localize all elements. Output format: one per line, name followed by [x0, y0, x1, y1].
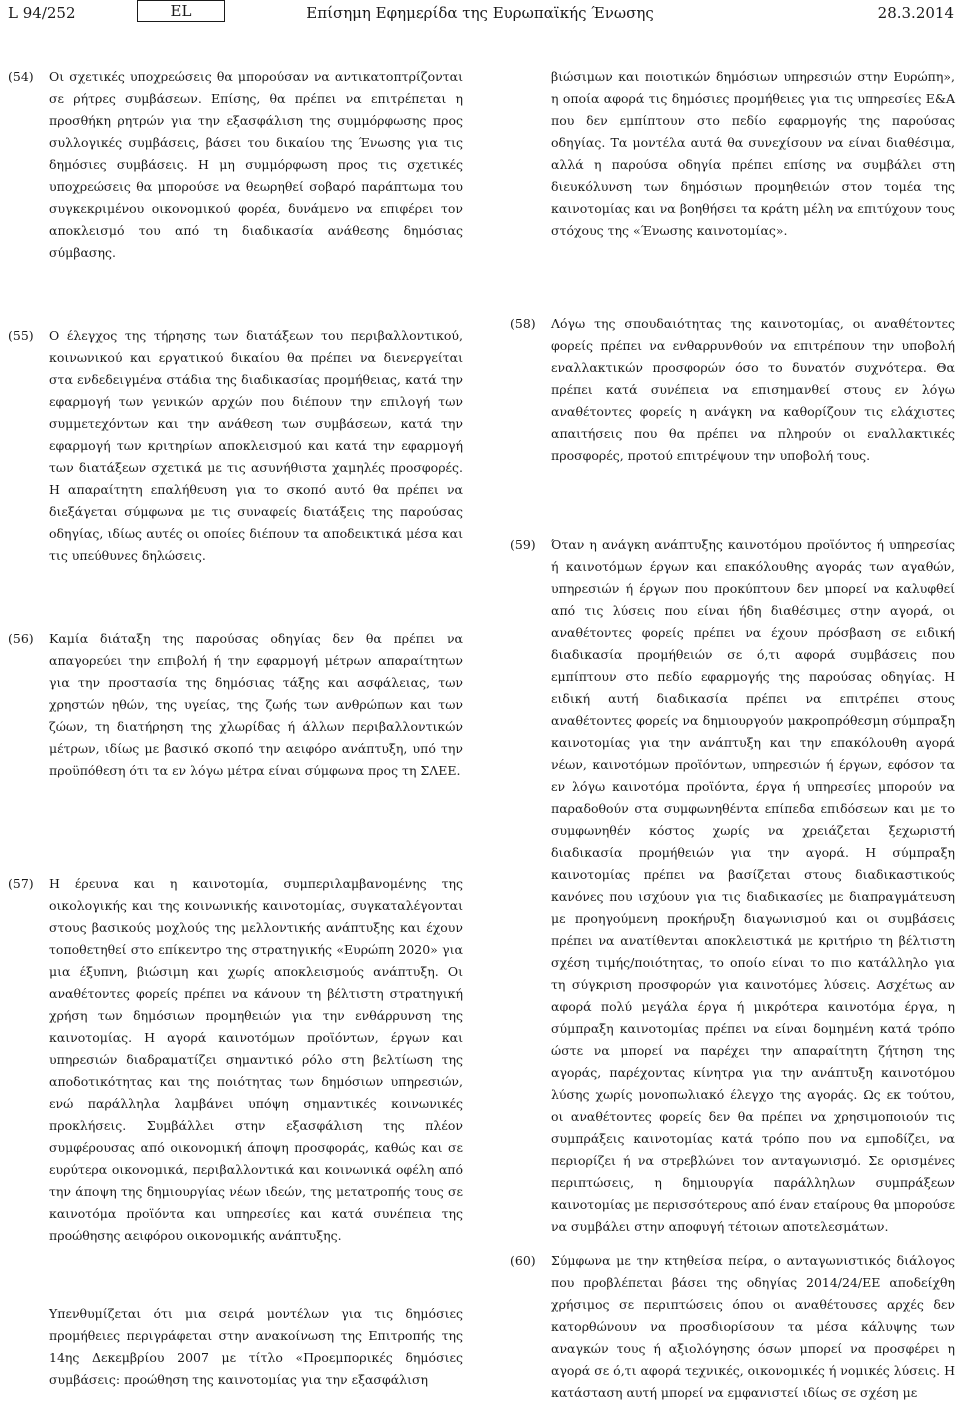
recital-number: (55) [8, 328, 34, 343]
language-box: EL [137, 0, 225, 22]
recital-text: Καμία διάταξη της παρούσας οδηγίας δεν θα πρέπει να απαγορεύει την επιβολή ή την εφαρμογή μέτρων απαραίτητων για την προστασία της δημόσιας τάξης και ασφάλειας, των χρηστών ηθών, της υγείας, της ζωής των ανθρώπων και των ζώων, τη διατήρηση της χλωρίδας ή άλλων περιβαλλοντικών μέτρων, ιδίως με βασικό σκοπό την αειφόρο ανάπτυξη, υπό την προϋπόθεση ότι τα εν λόγω μέτρα είναι σύμφωνα προς τη ΣΛΕΕ. [49, 631, 463, 778]
recital-number: (54) [8, 69, 34, 84]
recital-number: (57) [8, 876, 34, 891]
recital-57-continuation: Υπενθυμίζεται ότι μια σειρά μοντέλων για τις δημόσιες προμήθειες περιγράφεται στην ανακοίνωση της Επιτροπής της 14ης Δεκεμβρίου 2007 με τίτλο «Προεμπορικές δημόσιες συμβάσεις: προώθηση της καινοτομίας για την εξασφάλιση [49, 1306, 463, 1387]
recital-text: Η έρευνα και η καινοτομία, συμπεριλαμβανομένης της οικολογικής και της κοινωνικής καινοτομίας, συγκαταλέγονται στους βασικούς μοχλούς της μελλοντικής ανάπτυξης και έχουν τοποθετηθεί στο επίκεντρο της στρατηγικής «Ευρώπη 2020» για μια έξυπνη, βιώσιμη και χωρίς αποκλεισμούς ανάπτυξη. Οι αναθέτοντες φορείς πρέπει να κάνουν τη βέλτιστη στρατηγική χρήση των δημόσιων προμηθειών για την ενθάρρυνση της καινοτομίας. Η αγορά καινοτόμων προϊόντων, έργων και υπηρεσιών διαδραματίζει σημαντικό ρόλο στη βελτίωση της αποδοτικότητας και της ποιότητας των δημόσιων υπηρεσιών, ενώ παράλληλα λαμβάνει υπόψη σημαντικές κοινωνικές προκλήσεις. Συμβάλλει στην εξασφάλιση της πλέον συμφέρουσας από οικονομική άποψη προσφοράς, καθώς και σε ευρύτερα οικονομικά, περιβαλλοντικά και κοινωνικά οφέλη από την άποψη της δημιουργίας νέων ιδεών, της μετατροπής τους σε καινοτόμα προϊόντα και υπηρεσίες και κατά συνέπεια της προώθησης αειφόρου οικονομικής ανάπτυξης. [49, 876, 463, 1243]
recital-number: (60) [510, 1253, 536, 1268]
recital-text: Σύμφωνα με την κτηθείσα πείρα, ο ανταγωνιστικός διάλογος που προβλέπεται βάσει της οδηγίας 2014/24/ΕΕ αποδείχθη χρήσιμος σε περιπτώσεις όπου οι αναθέτουσες αρχές δεν κατορθώνουν να προσδιορίσουν τα μέσα κάλυψης των αναγκών τους ή αξιολόγησης όσων μπορεί να προσφέρει η αγορά σε ό,τι αφορά τεχνικές, οικονομικές ή νομικές λύσεις. Η κατάσταση αυτή μπορεί να εμφανιστεί ιδίως σε σχέση με [551, 1253, 955, 1400]
page-header [0, 0, 960, 30]
recital-number: (58) [510, 316, 536, 331]
journal-title: Επίσημη Εφημερίδα της Ευρωπαϊκής Ένωσης [306, 4, 654, 22]
page-number: L 94/252 [8, 4, 76, 22]
recital-number: (59) [510, 537, 536, 552]
recital-text: Οι σχετικές υποχρεώσεις θα μπορούσαν να αντικατοπτρίζονται σε ρήτρες συμβάσεων. Επίσης, θα πρέπει να επιτρέπεται η προσθήκη ρητρών για την εξασφάλιση της συμμόρφωσης προς συλλογικές συμβάσεις, βάσει του δικαίου της Ένωσης για τις δημόσιες συμβάσεις. Η μη συμμόρφωση προς τις σχετικές υποχρεώσεις θα μπορούσε να θεωρηθεί σοβαρό παράπτωμα του συγκεκριμένου οικονομικού φορέα, δυνάμενο να επιφέρει τον αποκλεισμό του από τη διαδικασία ανάθεσης δημόσιας σύμβασης. [49, 69, 463, 260]
recital-text: Λόγω της σπουδαιότητας της καινοτομίας, οι αναθέτοντες φορείς πρέπει να ενθαρρυνθούν να επιτρέπουν την υποβολή εναλλακτικών προσφορών όσο το δυνατόν συχνότερα. Θα πρέπει κατά συνέπεια να επισημανθεί στους εν λόγω αναθέτοντες φορείς η ανάγκη να καθορίζουν τις ελάχιστες απαιτήσεις που θα πρέπει να πληρούν οι εναλλακτικές προσφορές, προτού επιτρέψουν την υποβολή τους. [551, 316, 955, 463]
recital-54-continuation: βιώσιμων και ποιοτικών δημόσιων υπηρεσιών στην Ευρώπη», η οποία αφορά τις δημόσιες προμήθειες για τις υπηρεσίες Ε&Α που δεν εμπίπτουν στο πεδίο εφαρμογής της παρούσας οδηγίας. Τα μοντέλα αυτά θα συνεχίσουν να είναι διαθέσιμα, αλλά η παρούσα οδηγία πρέπει επίσης να συμβάλει στη διευκόλυνση των δημόσιων προμηθειών στον τομέα της καινοτομίας και να βοηθήσει τα κράτη μέλη να επιτύχουν τους στόχους της «Ένωσης καινοτομίας». [551, 69, 955, 238]
issue-date: 28.3.2014 [877, 4, 954, 22]
recital-number: (56) [8, 631, 34, 646]
recital-text: Ο έλεγχος της τήρησης των διατάξεων του περιβαλλοντικού, κοινωνικού και εργατικού δικαίου θα πρέπει να διενεργείται στα ενδεδειγμένα στάδια της διαδικασίας προμήθειας, κατά την εφαρμογή των γενικών αρχών που διέπουν την επιλογή των συμμετεχόντων και την ανάθεση των συμβάσεων, κατά την εφαρμογή των κριτηρίων αποκλεισμού και κατά την εφαρμογή των διατάξεων σχετικά με τις ασυνήθιστα χαμηλές προσφορές. Η απαραίτητη επαλήθευση για το σκοπό αυτό θα πρέπει να διεξάγεται σύμφωνα με τις συναφείς διατάξεις της παρούσας οδηγίας, ιδίως αυτές οι οποίες διέπουν τα αποδεικτικά μέσα και τις υπεύθυνες δηλώσεις. [49, 328, 463, 563]
recital-text: Όταν η ανάγκη ανάπτυξης καινοτόμου προϊόντος ή υπηρεσίας ή καινοτόμων έργων και επακόλουθης αγοράς των αγαθών, υπηρεσιών ή έργων που προκύπτουν δεν μπορεί να καλυφθεί από τις λύσεις που είναι ήδη διαθέσιμες στην αγορά, οι αναθέτοντες φορείς πρέπει να έχουν πρόσβαση σε ειδική διαδικασία προμήθειών σε ό,τι αφορά συμβάσεις που εμπίπτουν στο πεδίο εφαρμογής της παρούσας οδηγίας. Η ειδική αυτή διαδικασία πρέπει να επιτρέπει στους αναθέτοντες φορείς να δημιουργούν μακροπρόθεσμη σύμπραξη καινοτομίας για την ανάπτυξη και την επακόλουθη αγορά νέων, καινοτόμων προϊόντων, υπηρεσιών ή έργων, εφόσον τα εν λόγω καινοτόμα προϊόντα, έργα ή υπηρεσίες μπορούν να παραδοθούν στα συμφωνηθέντα επίπεδα επιδόσεων και με το συμφωνηθέν κόστος χωρίς να χρειάζεται ξεχωριστή διαδικασία προμήθειών για την αγορά. Η σύμπραξη καινοτομίας πρέπει να βασίζεται στους διαδικαστικούς κανόνες που ισχύουν για τις διαδικασίες με διαπραγμάτευση με προηγούμενη προκήρυξη διαγωνισμού και οι συμβάσεις πρέπει να ανατίθενται αποκλειστικά με κριτήριο τη βέλτιστη σχέση τιμής/ποιότητας, το οποίο είναι το πιο κατάλληλο για τη σύγκριση προσφορών για καινοτόμες λύσεις. Ασχέτως αν αφορά πολύ μεγάλα έργα ή μικρότερα καινοτόμα έργα, η σύμπραξη καινοτομίας πρέπει να είναι δομημένη κατά τρόπο ώστε να μπορεί να παρέχει την απαραίτητη ζήτηση της αγοράς, παρέχοντας κίνητρα για την ανάπτυξη καινοτόμου λύσης χωρίς μονοπωλιακό έλεγχο της αγοράς. Ως εκ τούτου, οι αναθέτοντες φορείς δεν θα πρέπει να χρησιμοποιούν τις συμπράξεις καινοτομίας κατά τρόπο που να εμποδίζει, να περιορίζει ή να στρεβλώνει τον ανταγωνισμό. Σε ορισμένες περιπτώσεις, η δημιουργία παράλληλων συμπράξεων καινοτομίας με περισσότερους από έναν εταίρους θα μπορούσε να συμβάλει στην αποφυγή τέτοιων αποτελεσμάτων. [551, 537, 955, 1234]
